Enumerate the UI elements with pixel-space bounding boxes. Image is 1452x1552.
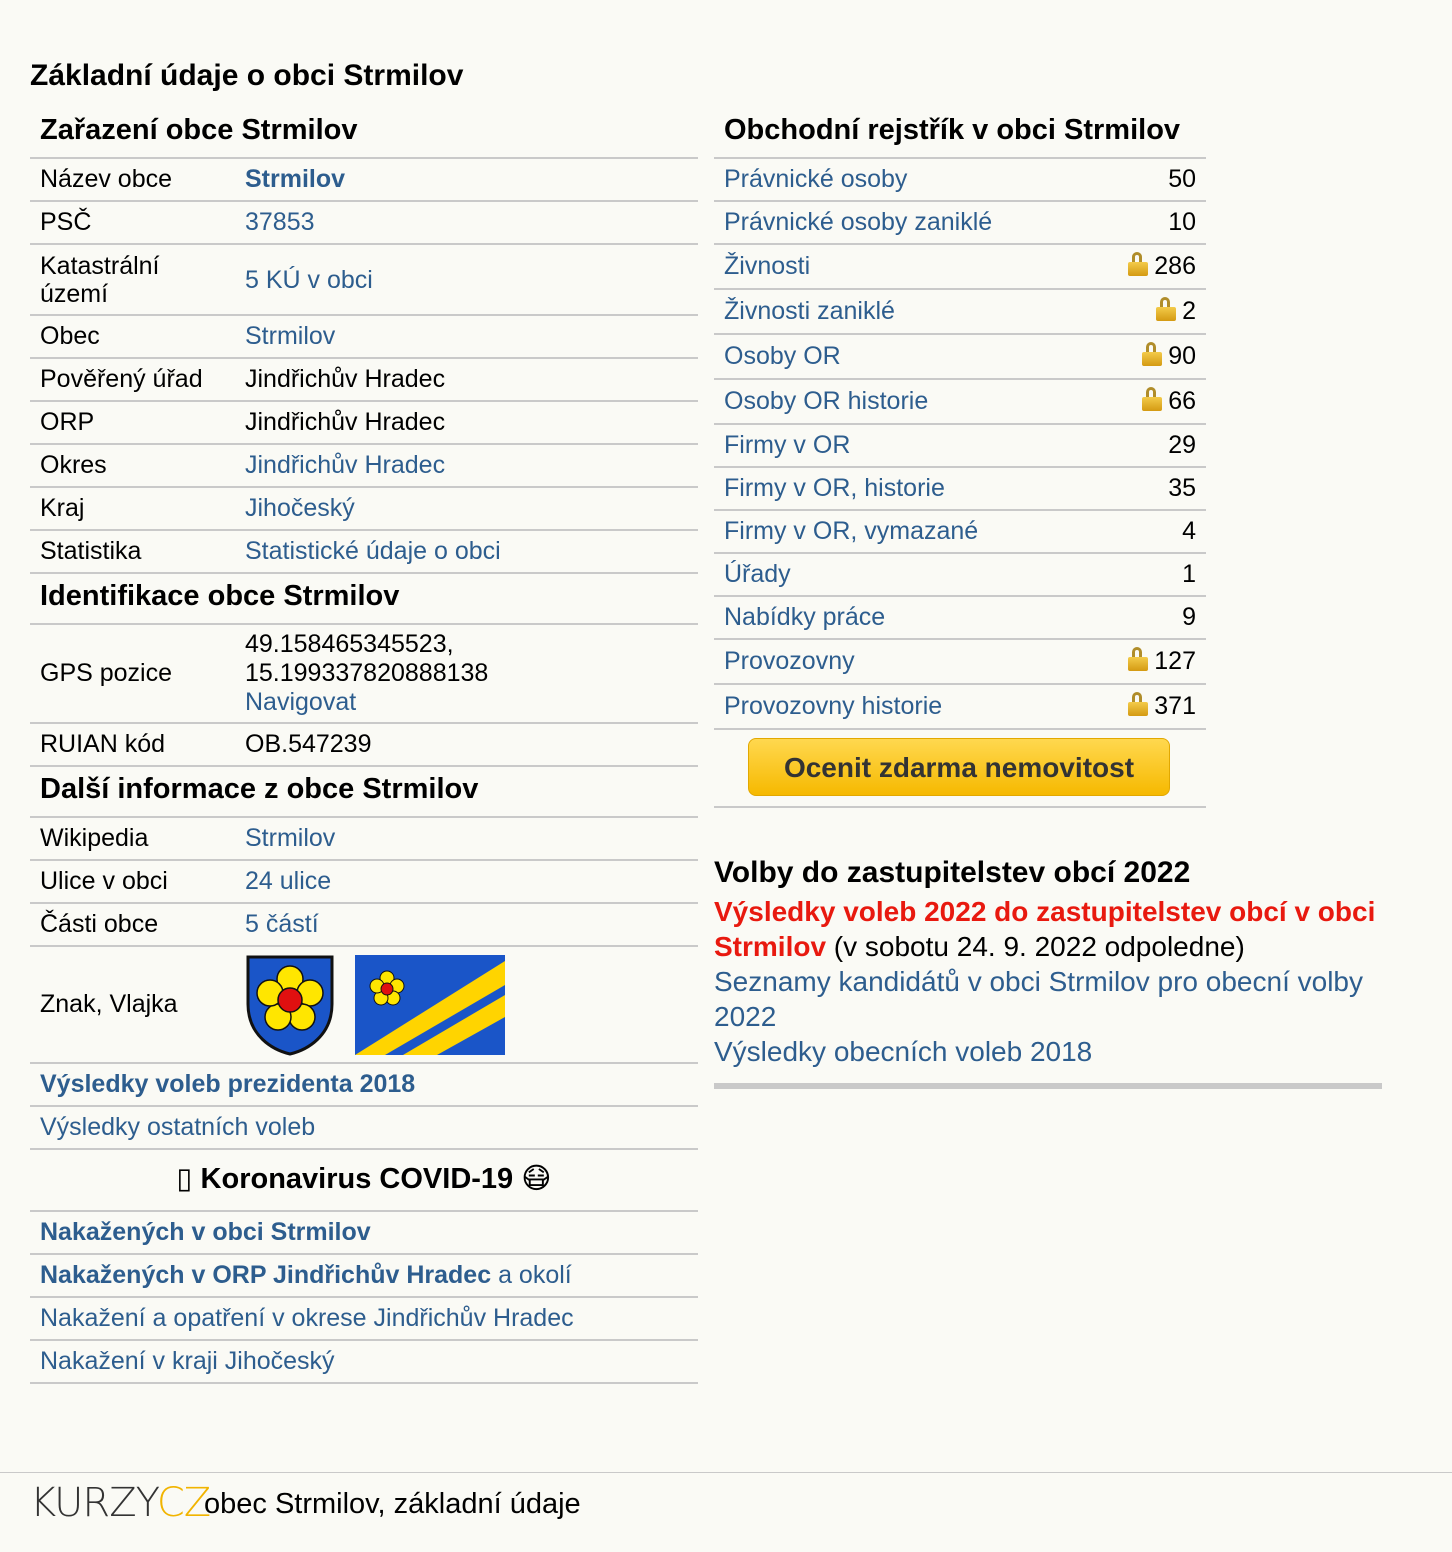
- volby-title: Volby do zastupitelstev obcí 2022: [714, 856, 1191, 889]
- row-value-link[interactable]: Strmilov: [235, 315, 698, 358]
- rejstrik-count: 4: [1091, 510, 1206, 553]
- page-title: Základní údaje o obci Strmilov: [30, 59, 464, 92]
- kurzy-logo[interactable]: [30, 1480, 210, 1526]
- rejstrik-count: 50: [1091, 159, 1206, 201]
- table-row: [30, 487, 698, 530]
- navigate-link[interactable]: Navigovat: [245, 688, 357, 716]
- section-title-rejstrik: Obchodní rejstřík v obci Strmilov: [714, 108, 1206, 159]
- rejstrik-link[interactable]: Firmy v OR, vymazané: [714, 510, 1091, 553]
- covid-link-bold: Nakažených v ORP Jindřichův Hradec: [40, 1261, 492, 1289]
- lock-icon: [1128, 647, 1148, 671]
- rejstrik-table: [714, 159, 1206, 730]
- table-row: [714, 510, 1206, 553]
- covid-title: ▯ Koronavirus COVID-19 😷: [30, 1150, 698, 1212]
- rejstrik-count: 29: [1091, 424, 1206, 467]
- rejstrik-count: 2: [1182, 297, 1196, 325]
- table-row: [30, 1063, 698, 1106]
- volby-2022-results-link[interactable]: Výsledky voleb 2022 do zastupitelstev obcí v obci Strmilov: [714, 896, 1376, 962]
- table-row: [714, 684, 1206, 729]
- row-value-link[interactable]: 5 částí: [235, 903, 698, 946]
- table-row: [30, 1254, 698, 1297]
- row-key: Ulice v obci: [30, 860, 235, 903]
- table-row: [30, 1340, 698, 1383]
- covid-link-rest: Nakažení a opatření v okrese Jindřichův Hradec: [40, 1304, 574, 1332]
- row-value-link[interactable]: 5 KÚ v obci: [235, 244, 698, 315]
- table-row: [714, 553, 1206, 596]
- coat-of-arms-icon[interactable]: [245, 954, 335, 1056]
- rejstrik-count: 286: [1154, 252, 1196, 280]
- table-row: [714, 596, 1206, 639]
- lock-icon: [1128, 692, 1148, 716]
- logo-text: KURZY: [30, 1480, 157, 1526]
- covid-link-bold: Nakažených v obci Strmilov: [40, 1218, 371, 1246]
- row-key: Obec: [30, 315, 235, 358]
- covid-link-rest: a okolí: [491, 1261, 572, 1289]
- rejstrik-link[interactable]: Firmy v OR, historie: [714, 467, 1091, 510]
- lock-icon: [1128, 252, 1148, 276]
- row-key: Části obce: [30, 903, 235, 946]
- covid-link[interactable]: [30, 1340, 698, 1383]
- rejstrik-link[interactable]: Nabídky práce: [714, 596, 1091, 639]
- flag-icon[interactable]: [355, 955, 505, 1055]
- table-row: [30, 244, 698, 315]
- row-key: GPS pozice: [30, 625, 235, 723]
- covid-table: [30, 1212, 698, 1384]
- divider: [714, 1083, 1382, 1089]
- rejstrik-link[interactable]: Provozovny historie: [714, 684, 1091, 729]
- row-key: Pověřený úřad: [30, 358, 235, 401]
- table-row: [30, 946, 698, 1063]
- row-key: Wikipedia: [30, 818, 235, 860]
- rejstrik-count: 35: [1091, 467, 1206, 510]
- table-row: [714, 467, 1206, 510]
- row-value-link[interactable]: 37853: [235, 201, 698, 244]
- table-row: [30, 315, 698, 358]
- row-value-link[interactable]: Statistické údaje o obci: [235, 530, 698, 573]
- row-key: RUIAN kód: [30, 723, 235, 766]
- covid-link[interactable]: [30, 1297, 698, 1340]
- row-key: Znak, Vlajka: [30, 946, 235, 1063]
- row-key: Kraj: [30, 487, 235, 530]
- row-value-link[interactable]: Strmilov: [235, 818, 698, 860]
- president-election-link[interactable]: Výsledky voleb prezidenta 2018: [30, 1063, 698, 1106]
- zarazeni-table: [30, 159, 698, 574]
- rejstrik-count-cell: [1091, 244, 1206, 289]
- covid-link[interactable]: [30, 1254, 698, 1297]
- row-value-link[interactable]: Jindřichův Hradec: [235, 444, 698, 487]
- rejstrik-link[interactable]: Úřady: [714, 553, 1091, 596]
- other-elections-link[interactable]: Výsledky ostatních voleb: [30, 1106, 698, 1149]
- row-key: Katastrální území: [30, 244, 235, 315]
- rejstrik-count-cell: [1091, 639, 1206, 684]
- right-column: [714, 108, 1206, 808]
- logo-text-cz: CZ: [156, 1480, 211, 1526]
- row-value-link[interactable]: 24 ulice: [235, 860, 698, 903]
- table-row: [714, 244, 1206, 289]
- table-row: [30, 358, 698, 401]
- table-row: [30, 860, 698, 903]
- emblems: [235, 946, 698, 1063]
- rejstrik-count: 371: [1154, 692, 1196, 720]
- row-value: Jindřichův Hradec: [235, 358, 698, 401]
- rejstrik-link[interactable]: Živnosti zaniklé: [714, 289, 1091, 334]
- rejstrik-count: 127: [1154, 647, 1196, 675]
- section-title-dalsi: Další informace z obce Strmilov: [30, 767, 698, 818]
- dalsi-table: [30, 818, 698, 1150]
- identifikace-table: [30, 625, 698, 767]
- table-row: [30, 903, 698, 946]
- table-row: [714, 201, 1206, 244]
- lock-icon: [1156, 297, 1176, 321]
- rejstrik-count-cell: [1091, 684, 1206, 729]
- row-value: Jindřichův Hradec: [235, 401, 698, 444]
- table-row: [30, 818, 698, 860]
- table-row: [30, 201, 698, 244]
- rejstrik-count-cell: [1091, 289, 1206, 334]
- volby-results-paragraph: [714, 894, 1382, 964]
- table-row: [30, 401, 698, 444]
- row-key: Statistika: [30, 530, 235, 573]
- row-value: OB.547239: [235, 723, 698, 766]
- footer-divider: [0, 1472, 1452, 1473]
- row-key: Název obce: [30, 159, 235, 201]
- footer-caption: obec Strmilov, základní údaje: [204, 1488, 581, 1520]
- rejstrik-count: 9: [1091, 596, 1206, 639]
- row-value-link[interactable]: Strmilov: [235, 159, 698, 201]
- gps-lon: 15.199337820888138: [245, 659, 489, 687]
- rejstrik-link[interactable]: Právnické osoby: [714, 159, 1091, 201]
- rejstrik-link[interactable]: Osoby OR: [714, 334, 1091, 379]
- rejstrik-link[interactable]: Živnosti: [714, 244, 1091, 289]
- row-key: ORP: [30, 401, 235, 444]
- table-row: [30, 1106, 698, 1149]
- table-row: [714, 334, 1206, 379]
- table-row: [30, 444, 698, 487]
- left-column: [30, 108, 698, 1384]
- table-row: [30, 530, 698, 573]
- section-title-identifikace: Identifikace obce Strmilov: [30, 574, 698, 625]
- rejstrik-link[interactable]: Osoby OR historie: [714, 379, 1091, 424]
- lock-icon: [1142, 387, 1162, 411]
- table-row: [30, 159, 698, 201]
- rejstrik-count-cell: [1091, 379, 1206, 424]
- table-row: [714, 289, 1206, 334]
- table-row: [30, 1297, 698, 1340]
- table-row: [30, 723, 698, 766]
- gps-lat: 49.158465345523,: [245, 630, 454, 658]
- gps-value: [235, 625, 698, 723]
- table-row: [30, 1212, 698, 1254]
- row-key: PSČ: [30, 201, 235, 244]
- rejstrik-count-cell: [1091, 334, 1206, 379]
- lock-icon: [1142, 342, 1162, 366]
- rejstrik-link[interactable]: Provozovny: [714, 639, 1091, 684]
- rejstrik-count: 1: [1091, 553, 1206, 596]
- rejstrik-count: 10: [1091, 201, 1206, 244]
- rejstrik-link[interactable]: Právnické osoby zaniklé: [714, 201, 1091, 244]
- row-value-link[interactable]: Jihočeský: [235, 487, 698, 530]
- covid-link-rest: Nakažení v kraji Jihočeský: [40, 1347, 335, 1375]
- table-row: [714, 424, 1206, 467]
- row-key: Okres: [30, 444, 235, 487]
- table-row: [714, 159, 1206, 201]
- section-title-zarazeni: Zařazení obce Strmilov: [30, 108, 698, 159]
- rejstrik-link[interactable]: Firmy v OR: [714, 424, 1091, 467]
- table-row: [30, 625, 698, 723]
- covid-link[interactable]: [30, 1212, 698, 1254]
- rejstrik-count: 90: [1168, 342, 1196, 370]
- volby-2022-section: [714, 852, 1382, 1089]
- estimate-property-button[interactable]: Ocenit zdarma nemovitost: [748, 738, 1170, 796]
- rejstrik-count: 66: [1168, 387, 1196, 415]
- candidates-link[interactable]: Seznamy kandidátů v obci Strmilov pro obecní volby 2022: [714, 966, 1363, 1032]
- table-row: [714, 639, 1206, 684]
- table-row: [714, 379, 1206, 424]
- results-2018-link[interactable]: Výsledky obecních voleb 2018: [714, 1036, 1093, 1067]
- volby-note: (v sobotu 24. 9. 2022 odpoledne): [826, 931, 1245, 962]
- button-row: [714, 730, 1206, 808]
